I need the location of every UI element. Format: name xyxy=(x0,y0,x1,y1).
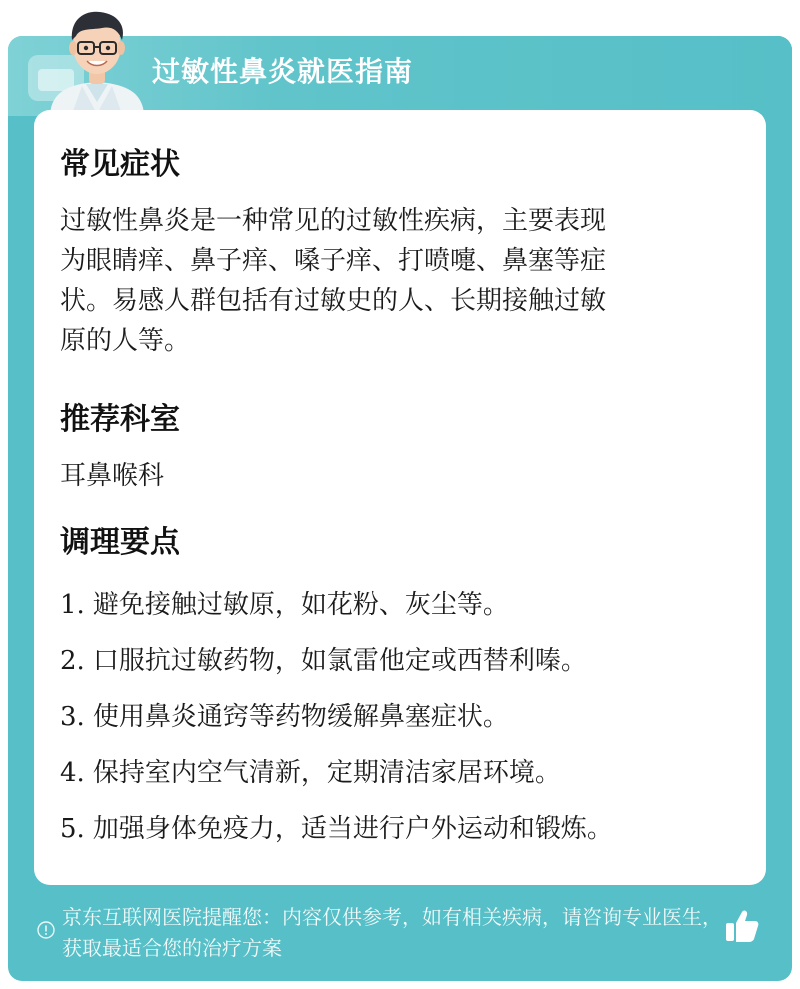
list-item-text: 保持室内空气清新，定期清洁家居环境。 xyxy=(92,758,561,788)
list-item-number: 3. xyxy=(60,702,85,732)
symptoms-line: 过敏性鼻炎是一种常见的过敏性疾病，主要表现 xyxy=(60,206,607,236)
doctor-avatar-icon xyxy=(42,6,152,114)
list-item xyxy=(60,584,509,621)
list-item xyxy=(60,696,509,733)
list-item-number: 4. xyxy=(60,758,85,788)
footer-disclaimer: 京东互联网医院提醒您：内容仅供参考，如有相关疾病，请咨询专业医生，获取最适合您的治疗方案 xyxy=(62,905,722,960)
info-icon xyxy=(37,921,55,939)
list-item-text: 避免接触过敏原，如花粉、灰尘等。 xyxy=(92,590,509,620)
symptoms-line: 状。易感人群包括有过敏史的人、长期接触过敏 xyxy=(60,286,607,316)
department-heading: 推荐科室 xyxy=(60,402,180,437)
list-item-number: 2. xyxy=(60,646,85,676)
symptoms-line: 原的人等。 xyxy=(60,326,191,356)
list-item xyxy=(60,808,613,845)
list-item xyxy=(60,752,561,789)
symptoms-heading: 常见症状 xyxy=(60,147,180,182)
list-item xyxy=(60,640,587,677)
list-item-text: 使用鼻炎通窍等药物缓解鼻塞症状。 xyxy=(92,702,509,732)
list-item-number: 1. xyxy=(60,590,85,620)
symptoms-line: 为眼睛痒、鼻子痒、嗓子痒、打喷嚏、鼻塞等症 xyxy=(60,246,607,276)
care-heading: 调理要点 xyxy=(60,525,180,560)
thumbs-up-icon[interactable] xyxy=(724,909,760,943)
department-value: 耳鼻喉科 xyxy=(60,461,165,491)
list-item-number: 5. xyxy=(60,814,85,844)
list-item-text: 加强身体免疫力，适当进行户外运动和锻炼。 xyxy=(92,814,613,844)
symptoms-text xyxy=(60,201,730,361)
page-title: 过敏性鼻炎就医指南 xyxy=(152,55,414,88)
list-item-text: 口服抗过敏药物，如氯雷他定或西替利嗪。 xyxy=(92,646,587,676)
